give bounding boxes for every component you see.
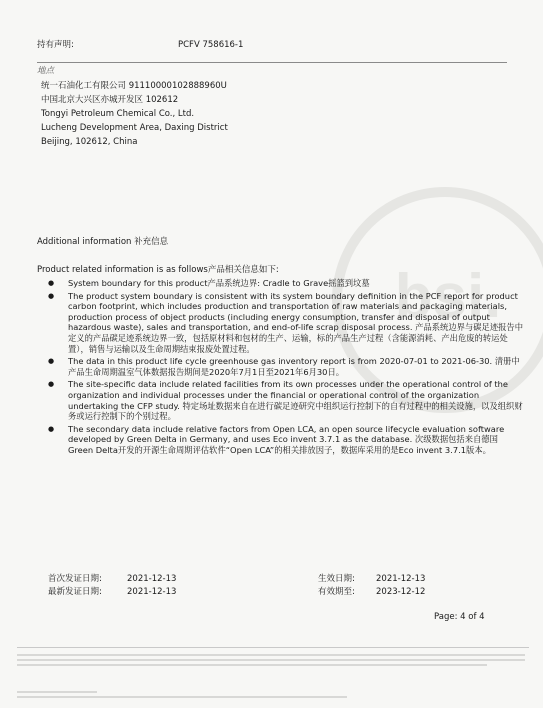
latest-issue-date: 2021-12-13: [127, 587, 177, 597]
product-intro: Product related information is as follows产品相关信息如下:: [37, 265, 279, 275]
address-line: Beijing, 102612, China: [41, 137, 138, 147]
additional-information-heading: Additional information 补充信息: [37, 237, 169, 247]
address-line: Tongyi Petroleum Chemical Co., Ltd.: [41, 109, 195, 119]
page-number: Page: 4 of 4: [434, 612, 485, 622]
product-info-list: [37, 278, 523, 458]
holder-statement-label: 持有声明:: [37, 40, 74, 50]
expiry-date-label: 有效期至:: [318, 587, 355, 597]
list-item: ● The site-specific data include related facilities from its own processes under the operational control of the organization and individual processes under the financial or operational control of the organization undertaking the CFP study. 特定场址数据来自在进行碳足迹研究中组织运行控制下的自有过程中的相关设施，以及组织财务或运行控制下的个别过程。: [37, 379, 523, 421]
location-label: 地点: [37, 66, 55, 76]
certificate-number: PCFV 758616-1: [178, 40, 244, 50]
first-issue-date: 2021-12-13: [127, 574, 177, 584]
address-line: 中国北京大兴区亦城开发区 102612: [41, 95, 179, 105]
effective-date: 2021-12-13: [376, 574, 426, 584]
address-line: 统一石油化工有限公司 91110000102888960U: [41, 81, 227, 91]
effective-date-label: 生效日期:: [318, 574, 355, 584]
address-line: Lucheng Development Area, Daxing District: [41, 123, 228, 133]
list-item: ● The product system boundary is consistent with its system boundary definition in the PCF report for product carbon footprint, which includes production and transportation of raw materials and packaging materials, production process of object products (including energy consumption, transfer and disposal of output hazardous waste), sales and transportation, and end-of-life scrap disposal process. 产品系统边界与碳足迹报告中定义的产品碳足迹系统边界一致，包括原材料和包材的生产、运输，标的产品生产过程（含能源消耗、产出危废的转运处置），销售与运输以及生命周期结束报废处置过程。: [37, 291, 523, 355]
footer-fine-print: [17, 651, 529, 669]
svg-text:bsi.: bsi.: [394, 262, 502, 331]
footer-contact: [17, 688, 529, 701]
list-item: ● The data in this product life cycle greenhouse gas inventory report is from 2020-07-01 to 2021-06-30. 清册中产品生命周期温室气体数据报告期间是2020年7月1日至2021年6月30日。: [37, 356, 523, 377]
first-issue-date-label: 首次发证日期:: [48, 574, 102, 584]
footer-divider: [17, 647, 529, 648]
list-item: ● The secondary data include relative factors from Open LCA, an open source lifecycle evaluation software developed by Green Delta in Germany, and uses Eco invent 3.7.1 as the database. 次级数据包括来自德国Green Delta开发的开源生命周期评估软件“Open LCA”的相关排放因子，数据库采用的是Eco invent 3.7.1版本。: [37, 424, 523, 456]
latest-issue-date-label: 最新发证日期:: [48, 587, 102, 597]
location-address: [41, 81, 441, 148]
list-item: ● System boundary for this product产品系统边界: Cradle to Grave摇篮到坟墓: [37, 278, 523, 289]
expiry-date: 2023-12-12: [376, 587, 426, 597]
location-divider: [37, 62, 507, 63]
